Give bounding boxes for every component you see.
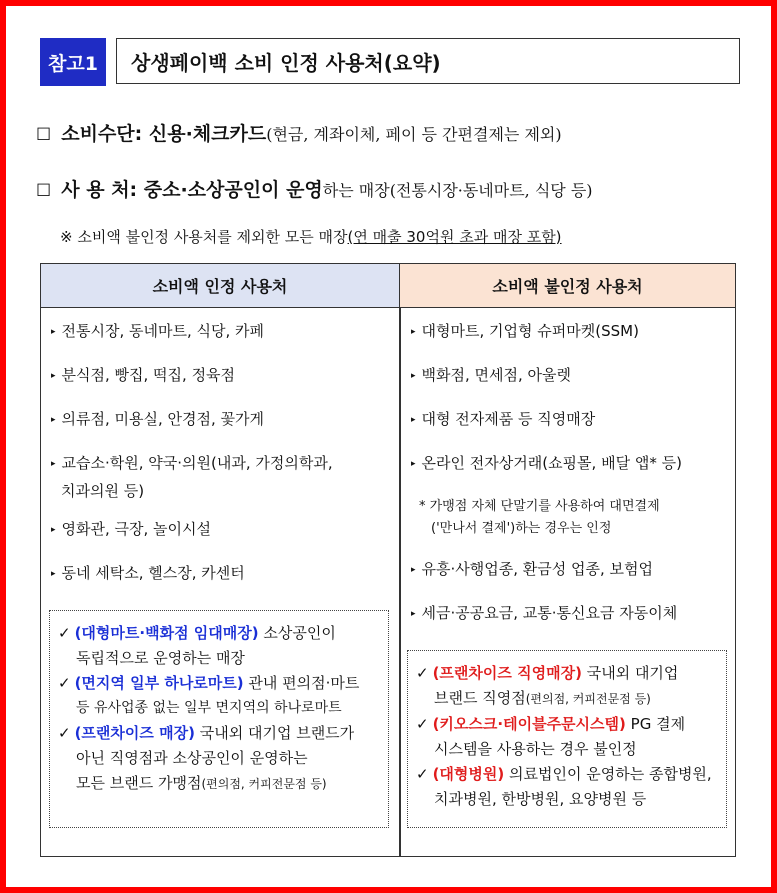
list-item-continued: 치과의원 등) <box>61 482 145 500</box>
note-prefix: ※ 소비액 불인정 사용처를 제외한 모든 매장 <box>60 228 348 246</box>
check-icon: ✓ <box>416 715 429 733</box>
left-header: 소비액 인정 사용처 <box>41 264 399 308</box>
list-item: ▸ 분식점, 빵집, 떡집, 정육점 <box>51 366 236 384</box>
payment-label: 소비수단: 신용·체크카드 <box>61 123 267 145</box>
checkbox-icon: ☐ <box>36 125 52 145</box>
bullet-icon: ▸ <box>411 609 416 619</box>
places-label: 사 용 처: 중소·소상공인이 운영 <box>61 179 323 201</box>
payment-line <box>36 119 562 146</box>
payment-detail: (현금, 계좌이체, 페이 등 간편결제는 제외) <box>266 125 562 144</box>
bullet-icon: ▸ <box>51 371 56 381</box>
list-item: ▸ 대형마트, 기업형 슈퍼마켓(SSM) <box>411 322 639 340</box>
places-detail: (전통시장·동네마트, 식당 등) <box>389 181 593 200</box>
check-icon: ✓ <box>416 765 429 783</box>
bullet-icon: ▸ <box>411 371 416 381</box>
places-line <box>36 175 593 202</box>
list-item: ▸ 대형 전자제품 등 직영매장 <box>411 410 596 428</box>
reference-tag: 참고1 <box>40 38 106 86</box>
checkbox-icon: ☐ <box>36 181 52 201</box>
page-title: 상생페이백 소비 인정 사용처(요약) <box>116 38 740 84</box>
list-item: ▸ 전통시장, 동네마트, 식당, 카페 <box>51 322 265 340</box>
bullet-icon: ▸ <box>51 525 56 535</box>
list-item: ▸ 동네 세탁소, 헬스장, 카센터 <box>51 564 245 582</box>
bullet-icon: ▸ <box>51 327 56 337</box>
bullet-icon: ▸ <box>411 415 416 425</box>
right-exception-box: ✓ (프랜차이즈 직영매장) 국내외 대기업 브랜드 직영점(편의점, 커피전문점 등) ✓ (키오스크·테이블주문시스템) PG 결제 시스템을 사용하는 경우 불인정 ✓ (대형병원) 의료법인이 운영하는 종합병원, 치과병원, 한방병원, 요양병원 등 <box>407 650 727 828</box>
list-item: ▸ 세금·공공요금, 교통·통신요금 자동이체 <box>411 604 678 622</box>
bullet-icon: ▸ <box>411 459 416 469</box>
list-item: ▸ 의류점, 미용실, 안경점, 꽃가게 <box>51 410 265 428</box>
footnote-line: * 가맹점 자체 단말기를 사용하여 대면결제 <box>419 499 660 514</box>
footnote-line: ('만나서 결제')하는 경우는 인정 <box>431 521 612 536</box>
left-exception-box: ✓ (대형마트·백화점 임대매장) 소상공인이 독립적으로 운영하는 매장 ✓ (면지역 일부 하나로마트) 관내 편의점·마트 등 유사업종 없는 일부 면지역의 하나로마트 ✓ (프랜차이즈 매장) 국내외 대기업 브랜드가 아닌 직영점과 소상공인이 운영하는 모든 브랜드 가맹점(편의점, 커피전문점 등) <box>49 610 389 828</box>
list-item: ▸ 교습소·학원, 약국·의원(내과, 가정의학과, <box>51 454 333 472</box>
places-suffix: 하는 매장 <box>322 181 390 200</box>
list-item: ▸ 온라인 전자상거래(쇼핑몰, 배달 앱* 등) <box>411 454 682 472</box>
check-icon: ✓ <box>58 724 71 742</box>
bullet-icon: ▸ <box>411 565 416 575</box>
bullet-icon: ▸ <box>51 415 56 425</box>
list-item: ▸ 영화관, 극장, 놀이시설 <box>51 520 212 538</box>
check-icon: ✓ <box>58 624 71 642</box>
list-item: ▸ 백화점, 면세점, 아울렛 <box>411 366 572 384</box>
usage-table <box>40 263 736 857</box>
bullet-icon: ▸ <box>411 327 416 337</box>
note-underlined: (연 매출 30억원 초과 매장 포함) <box>347 228 562 246</box>
column-divider <box>399 264 401 856</box>
bullet-icon: ▸ <box>51 569 56 579</box>
bullet-icon: ▸ <box>51 459 56 469</box>
check-icon: ✓ <box>58 674 71 692</box>
list-item: ▸ 유흥·사행업종, 환금성 업종, 보험업 <box>411 560 654 578</box>
right-header: 소비액 불인정 사용처 <box>400 264 735 308</box>
note-line <box>60 226 562 247</box>
check-icon: ✓ <box>416 664 429 682</box>
